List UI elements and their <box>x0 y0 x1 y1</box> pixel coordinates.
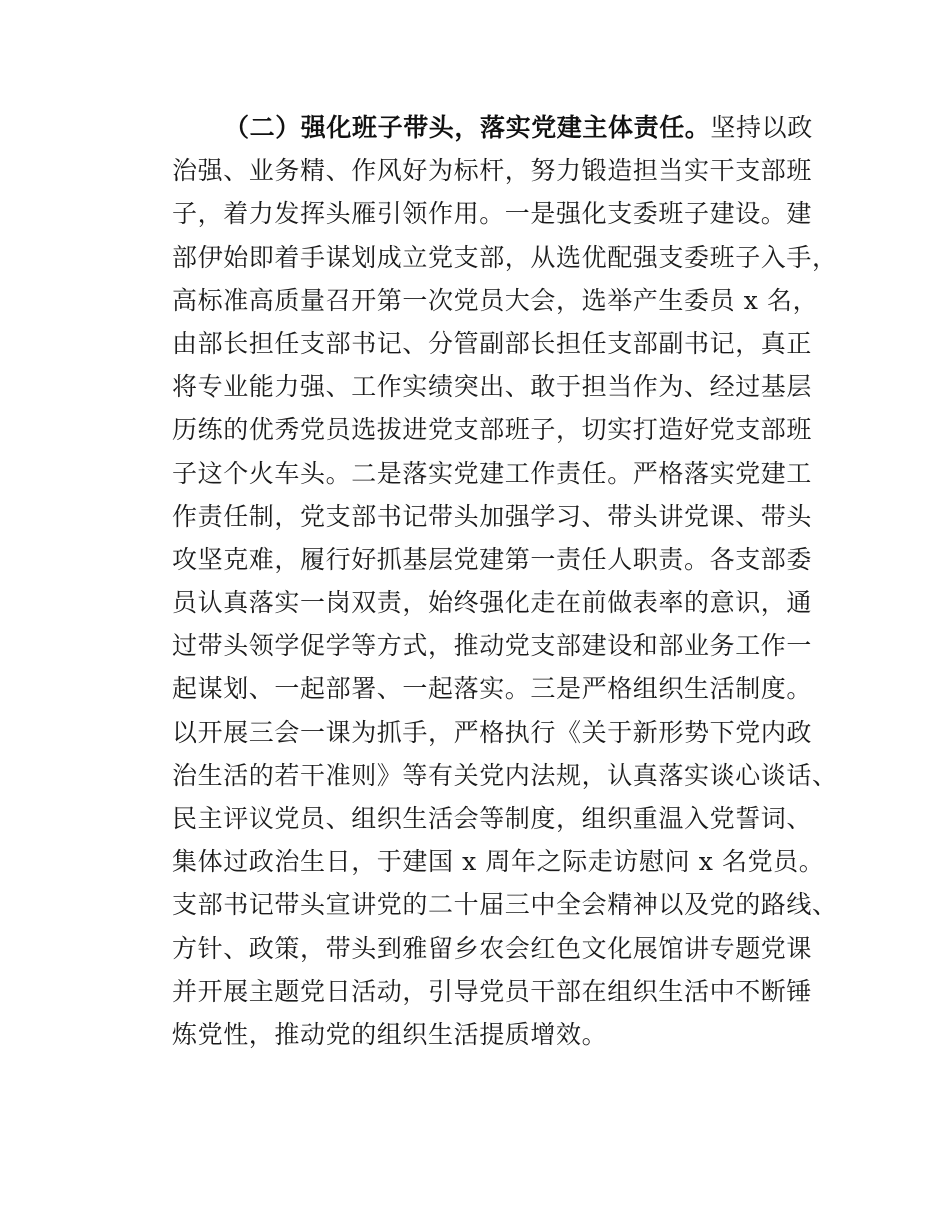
document-body <box>172 106 838 1056</box>
text-line: 将专业能力强、工作实绩突出、敢于担当作为、经过基层 <box>172 372 813 402</box>
text-line: 作责任制，党支部书记带头加强学习、带头讲党课、带头 <box>172 501 813 531</box>
text-line: 攻坚克难，履行好抓基层党建第一责任人职责。各支部委 <box>172 544 813 574</box>
section-heading: （二）强化班子带头，落实党建主体责任。 <box>224 113 711 142</box>
text-line: 并开展主题党日活动，引导党员干部在组织生活中不断锤 <box>172 976 813 1006</box>
text-line: 员认真落实一岗双责，始终强化走在前做表率的意识，通 <box>172 588 813 618</box>
text-line: 高标准高质量召开第一次党员大会，选举产生委员 x 名， <box>172 285 819 315</box>
text-line: 子这个火车头。二是落实党建工作责任。严格落实党建工 <box>172 458 813 488</box>
text-line: 坚持以政 <box>710 113 813 142</box>
text-line: 治强、业务精、作风好为标杆，努力锻造担当实干支部班 <box>172 156 813 186</box>
text-line: 方针、政策，带头到雅留乡农会红色文化展馆讲专题党课 <box>172 933 813 963</box>
text-line: 支部书记带头宣讲党的二十届三中全会精神以及党的路线、 <box>172 890 838 920</box>
text-line: 起谋划、一起部署、一起落实。三是严格组织生活制度。 <box>172 674 813 704</box>
text-line: 炼党性，推动党的组织生活提质增效。 <box>172 1019 608 1049</box>
text-line: 历练的优秀党员选拔进党支部班子，切实打造好党支部班 <box>172 415 813 445</box>
text-line: 子，着力发挥头雁引领作用。一是强化支委班子建设。建 <box>172 199 813 229</box>
text-line: 治生活的若干准则》等有关党内法规，认真落实谈心谈话、 <box>172 760 838 790</box>
text-line: 以开展三会一课为抓手，严格执行《关于新形势下党内政 <box>172 717 813 747</box>
text-line: 过带头领学促学等方式，推动党支部建设和部业务工作一 <box>172 631 813 661</box>
text-line: 集体过政治生日，于建国 x 周年之际走访慰问 x 名党员。 <box>172 847 825 877</box>
paragraph-first-line <box>172 106 812 149</box>
text-line: 部伊始即着手谋划成立党支部，从选优配强支委班子入手， <box>172 242 838 272</box>
text-line: 民主评议党员、组织生活会等制度，组织重温入党誓词、 <box>172 804 813 833</box>
text-line: 由部长担任支部书记、分管副部长担任支部副书记，真正 <box>172 328 813 358</box>
